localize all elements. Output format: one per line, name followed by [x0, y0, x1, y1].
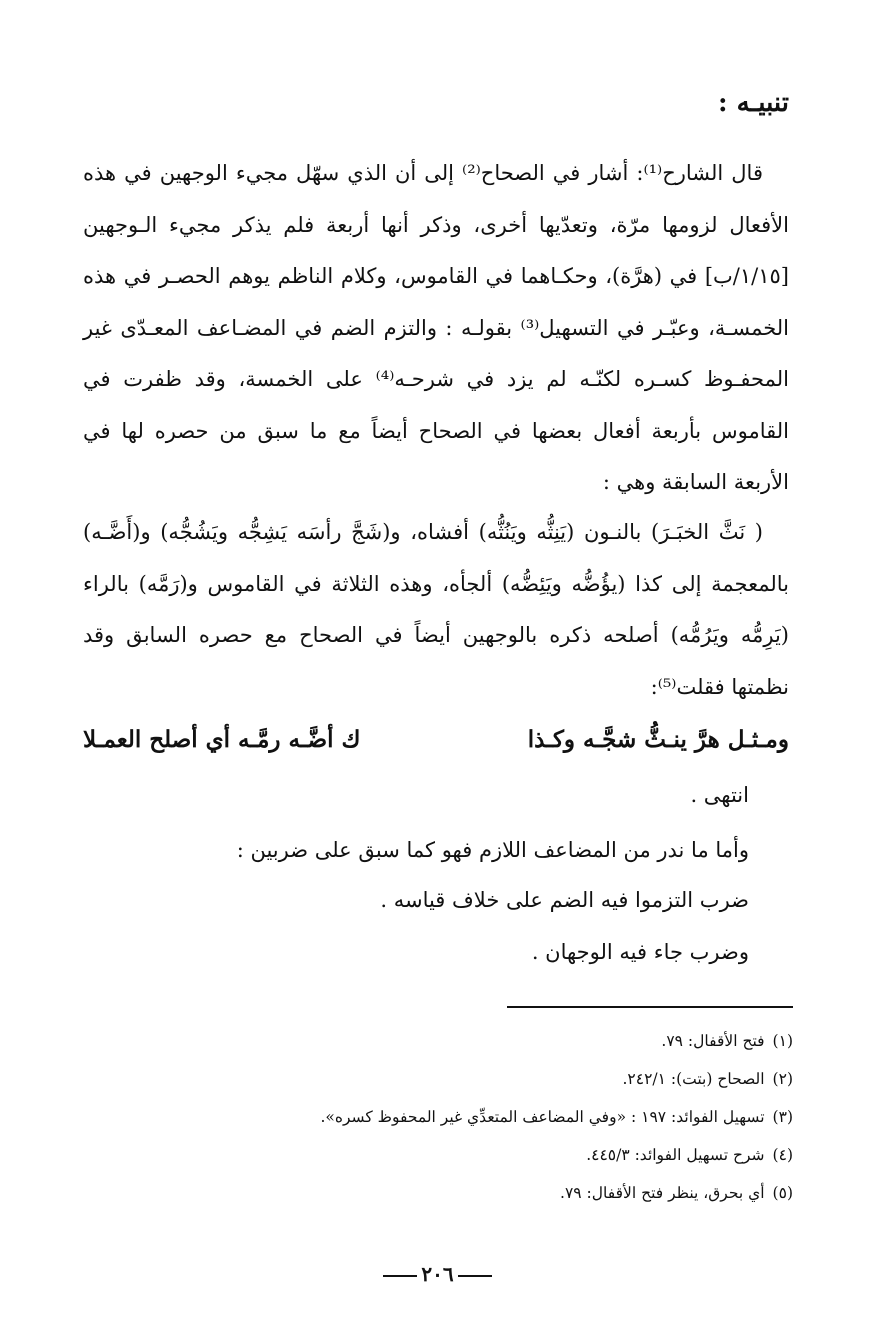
- body-line: ضرب التزموا فيه الضم على خلاف قياسه .: [380, 888, 749, 912]
- footnote-item: [93, 1136, 793, 1174]
- poetry-verse: [83, 718, 789, 770]
- footnote-item: [93, 1174, 793, 1212]
- page-number-dash: [383, 1275, 417, 1277]
- paragraph-verbs: [83, 507, 789, 713]
- footnote-separator: [507, 1006, 793, 1008]
- page-number: [0, 1262, 875, 1286]
- footnote-text: شرح تسهيل الفوائد: ٤٤٥/٣.: [586, 1146, 765, 1164]
- footnote-text: تسهيل الفوائد: ١٩٧ : «وفي المضاعف المتعدِّي غير المحفوظ كسره».: [320, 1108, 765, 1126]
- verse-first-hemistich: ومـثـل هرَّ ينـثُّ شجَّـه وكـذا: [527, 726, 789, 753]
- section-heading: تنبيـه :: [718, 88, 789, 118]
- end-marker: انتهى .: [690, 783, 749, 807]
- footnote-number: (٥): [772, 1184, 793, 1202]
- verse-second-hemistich: ك أضَّـه رمَّـه أي أصلح العمـلا: [83, 726, 361, 753]
- body-line: وأما ما ندر من المضاعف اللازم فهو كما سبق على ضربين :: [236, 838, 749, 862]
- footnote-number: (٤): [772, 1146, 793, 1164]
- footnote-number: (١): [772, 1032, 793, 1050]
- footnote-item: [93, 1098, 793, 1136]
- footnote-number: (٣): [772, 1108, 793, 1126]
- footnote-number: (٢): [772, 1070, 793, 1088]
- footnote-text: فتح الأقفال: ٧٩.: [661, 1032, 765, 1050]
- paragraph-commentary: [83, 148, 789, 509]
- footnote-item: [93, 1060, 793, 1098]
- footnote-text: أي بحرق، ينظر فتح الأقفال: ٧٩.: [560, 1184, 765, 1202]
- footnotes: [93, 1022, 793, 1212]
- paragraph-text: ( نَثَّ الخبَـرَ) بالنـون (يَنِثُّه ويَنُثُّه) أفشاه، و(شَجَّ رأسَه يَشِجُّه ويَشُجُّه) و(أَضَّـه) بالمعجمة إلى كذا (يؤُضُّه ويَئِضُّه) ألجأه، وهذه الثلاثة في القاموس و(رَمَّه) بالراء (يَرِمُّه ويَرُمُّه) أصلحه ذكره بالوجهين أيضاً في الصحاح مع حصره السابق وقد نظمتها فقلت⁽⁵⁾:: [83, 520, 789, 699]
- footnote-item: [93, 1022, 793, 1060]
- page-number-value: ٢٠٦: [421, 1262, 454, 1286]
- paragraph-text: قال الشارح⁽¹⁾: أشار في الصحاح⁽²⁾ إلى أن الذي سهّل مجيء الوجهين في هذه الأفعال لزومها مرّة، وتعدّيها أخرى، وذكر أنها أربعة فلم يذكر مجيء الـوجهين [١/١٥/ب] في (هرَّة)، وحكـاهما في القاموس، وكلام الناظم يوهم الحصـر في هذه الخمسـة، وعبّـر في التسهيل⁽³⁾ بقولـه : والتزم الضم في المضـاعف المعـدّى غير المحفـوظ كسـره لكنّـه لم يزد في شرحـه⁽⁴⁾ على الخمسة، وقد ظفرت في القاموس بأربعة أفعال بعضها في الصحاح أيضاً مع ما سبق من حصره لها في الأربعة السابقة وهي :: [83, 161, 789, 494]
- page-number-dash: [458, 1275, 492, 1277]
- body-line: وضرب جاء فيه الوجهان .: [531, 940, 749, 964]
- footnote-text: الصحاح (بتت): ٢٤٢/١.: [622, 1070, 765, 1088]
